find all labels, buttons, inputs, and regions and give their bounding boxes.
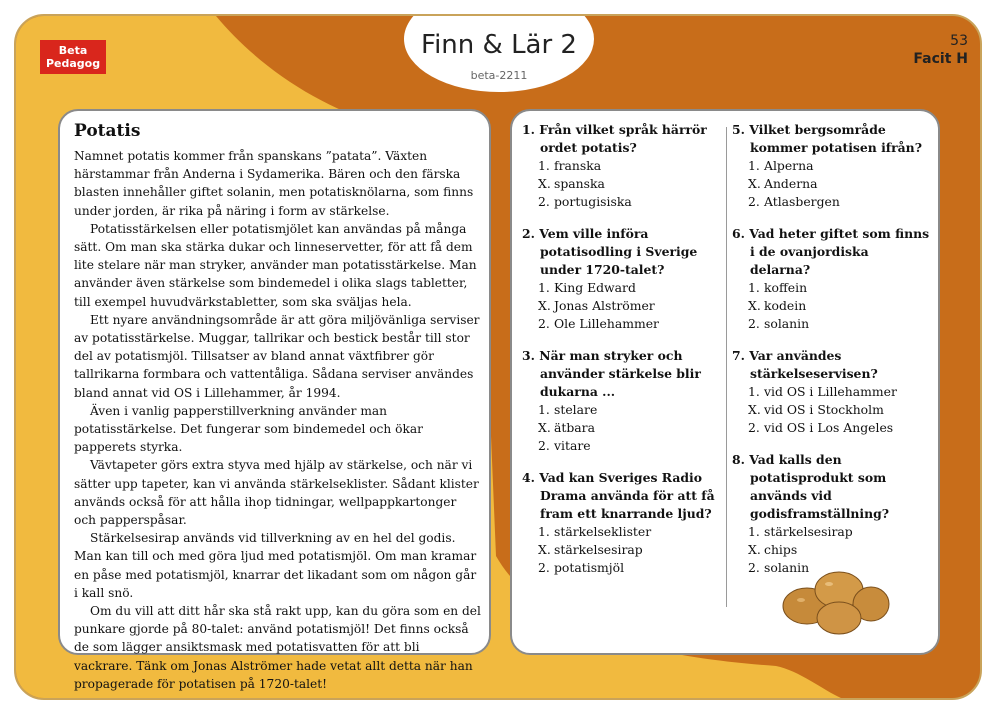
question-item [732,225,932,333]
title-badge [404,14,594,92]
answer-option: 2. solanin [748,560,810,575]
worksheet-card [14,14,982,700]
article-paragraph: Stärkelsesirap används vid tillverkning av en hel del godis. Man kan till och med göra ljud med potatismjöl. Om man kramar en påse med potatismjöl, knarrar det likadant som om någon går i kall snö. [74,531,477,600]
page-number-block [913,32,968,68]
article-paragraph: Ett nyare användningsområde är att göra miljövänliga serviser av potatisstärkelse. Muggar, tallrikar och bestick består till stor del av potatismjöl. Tillsatser av bland annat växtfibrer gör tallrikarna formbara och vattentåliga. Sådana serviser användes bland annat vid OS i Lillehammer, år 1994. [74,312,480,400]
answer-option: X. Anderna [748,176,818,191]
beta-pedagog-logo: Beta Pedagog [40,40,106,74]
facit-label: Facit H [913,51,968,67]
question-item [522,469,722,577]
article-title: Potatis [74,121,141,141]
question-text: 8. Vad kalls den potatisprodukt som används vid godisframställning? [732,452,890,521]
answer-option: X. Jonas Alströmer [538,298,655,313]
column-divider [726,127,727,607]
page-number: 53 [950,33,968,49]
answer-option: 2. Atlasbergen [748,194,840,209]
question-item [732,121,932,211]
question-text: 1. Från vilket språk härrör ordet potatis? [522,122,707,155]
question-item [522,225,722,333]
product-code: beta-2211 [470,69,528,82]
question-text: 5. Vilket bergsområde kommer potatisen ifrån? [732,122,922,155]
questions-panel [510,109,940,655]
question-item [522,121,722,211]
answer-option: 1. stelare [538,402,598,417]
page-title: Finn & Lär 2 [421,30,577,60]
article-paragraph: Om du vill att ditt hår ska stå rakt upp, kan du göra som en del punkare gjorde på 80-talet: använd potatismjöl! Det finns också de som lägger ansiktsmask med potatisvatten för att bli vackrare. Tänk om Jonas Alströmer hade vetat allt detta när han propagerade för potatisen på 1720-talet! [74,604,481,691]
article-paragraph: Potatisstärkelsen eller potatismjölet kan användas på många sätt. Om man ska stärka dukar och linneservetter, för att få dem lite stelare när man stryker, använder man potatisstärkelse. Man använder även stärkelse som bindemedel i olika slags tabletter, till exempel huvudvärkstabletter, som ska sväljas hela. [74,221,477,309]
answer-option: X. spanska [538,176,605,191]
article-paragraph: Namnet potatis kommer från spanskans ”patata”. Växten härstammar från Anderna i Sydamerika. Bären och den färska blasten innehåller giftet solanin, men potatisknölarna, som finns under jorden, är rika på näring i form av stärkelse. [74,149,474,218]
answer-option: X. ätbara [538,420,595,435]
question-text: 2. Vem ville införa potatisodling i Sverige under 1720-talet? [522,226,698,277]
answer-option: 2. vitare [538,438,591,453]
answer-option: 1. stärkelseklister [538,524,652,539]
answer-option: 1. koffein [748,280,808,295]
question-text: 4. Vad kan Sveriges Radio Drama använda för att få fram ett knarrande ljud? [522,470,715,521]
question-item [732,451,932,577]
answer-option: 1. vid OS i Lillehammer [748,384,897,399]
answer-option: 1. King Edward [538,280,636,295]
answer-option: 1. stärkelsesirap [748,524,853,539]
answer-option: 1. franska [538,158,602,173]
article-paragraph: Även i vanlig papperstillverkning använder man potatisstärkelse. Det fungerar som bindemedel och ökar papperets styrka. [74,403,423,455]
potatoes-illustration [777,566,892,638]
answer-option: 2. potatismjöl [538,560,625,575]
questions-column-right [732,121,932,591]
answer-option: 2. portugisiska [538,194,632,209]
question-text: 3. När man stryker och använder stärkelse blir dukarna ... [522,348,701,399]
answer-option: 2. solanin [748,316,810,331]
article-panel [58,109,491,691]
answer-option: X. vid OS i Stockholm [748,402,884,417]
answer-option: 1. Alperna [748,158,814,173]
answer-option: X. stärkelsesirap [538,542,643,557]
answer-option: X. chips [748,542,798,557]
article-paragraph: Vävtapeter görs extra styva med hjälp av stärkelse, och när vi sätter upp tapeter, kan vi använda stärkelseklister. Sådant klister används också för att hålla ihop tidningar, wellpappkartonger och papperspåsar. [74,458,479,528]
question-item [522,347,722,455]
answer-option: 2. vid OS i Los Angeles [748,420,894,435]
question-item [732,347,932,437]
answer-option: X. kodein [748,298,807,313]
question-text: 6. Vad heter giftet som finns i de ovanjordiska delarna? [732,226,930,277]
answer-option: 2. Ole Lillehammer [538,316,659,331]
question-text: 7. Var användes stärkelseservisen? [732,348,878,381]
questions-column-left [522,121,722,591]
